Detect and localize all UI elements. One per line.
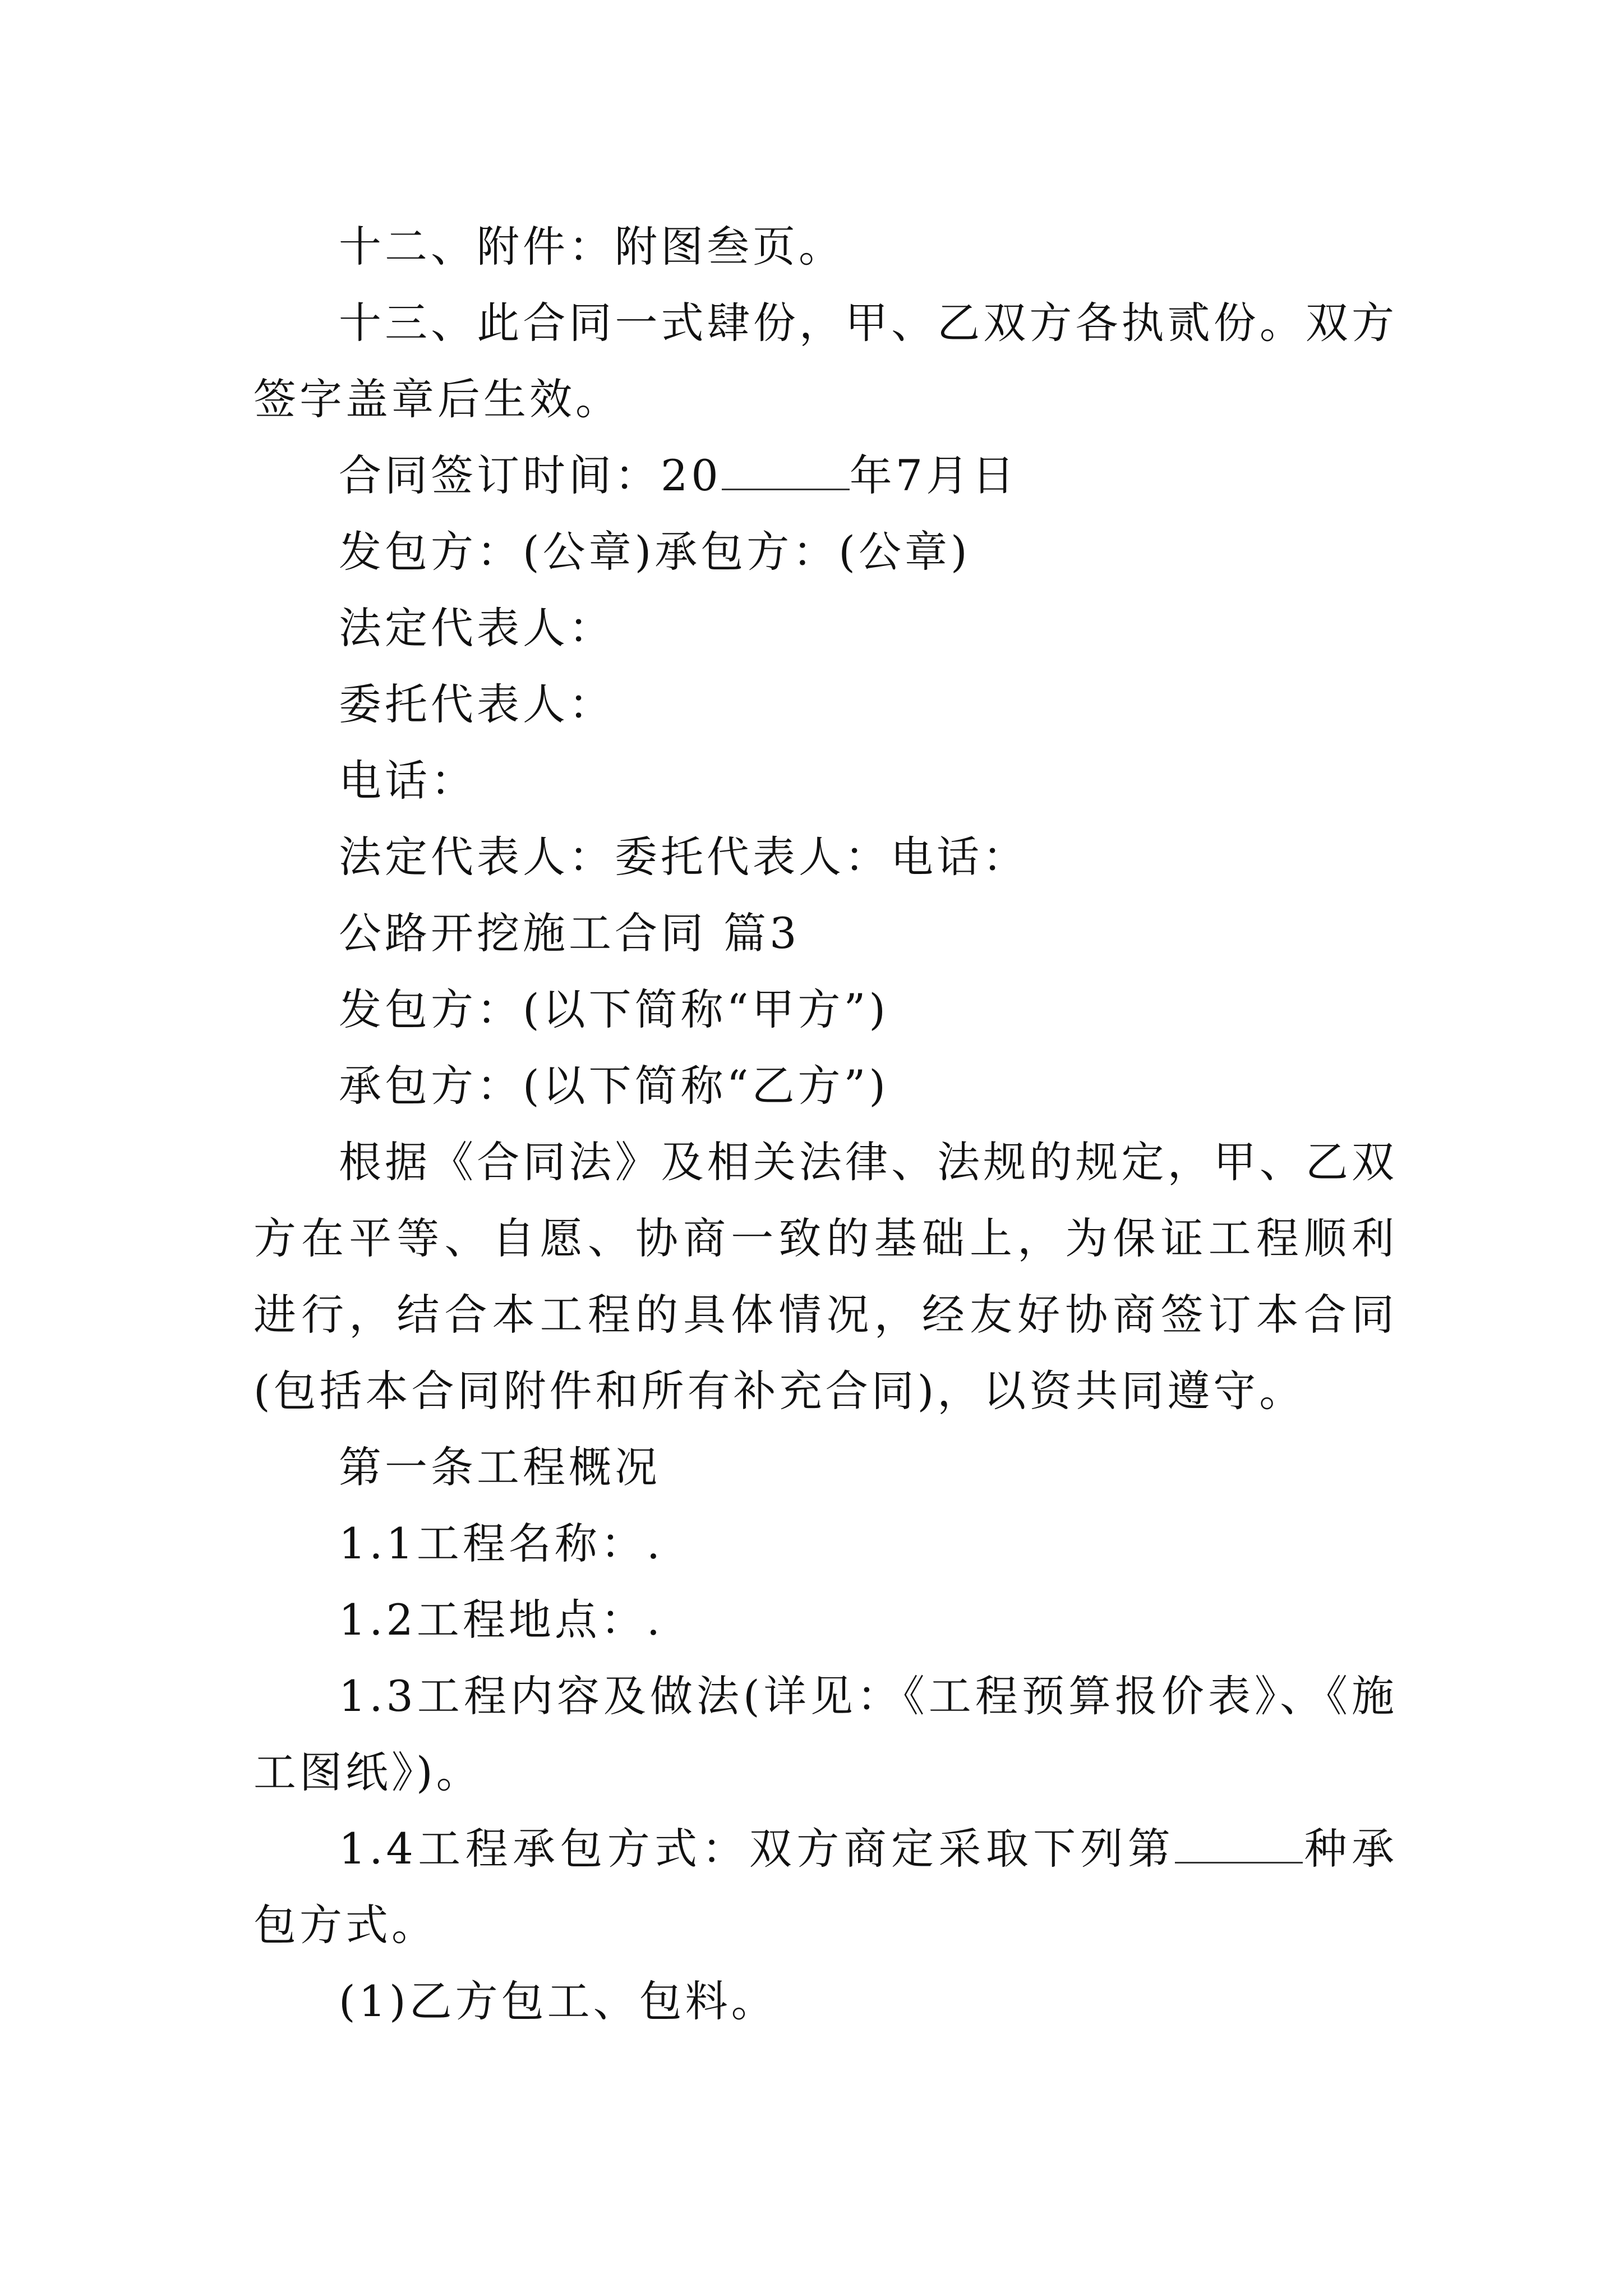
paragraph-entrusted-rep: 委托代表人： <box>339 679 615 729</box>
blank-line <box>1175 1817 1303 1864</box>
paragraph-project-location: 1.2工程地点：. <box>339 1595 664 1645</box>
paragraph-sign-date <box>253 438 1398 514</box>
article-heading: 第一条工程概况 <box>339 1442 661 1492</box>
contract-mode-suffix: 种承包方式。 <box>253 1824 1398 1950</box>
contract-mode-prefix: 1.4工程承包方式：双方商定采取下列第 <box>339 1824 1175 1874</box>
section-heading: 公路开挖施工合同 篇3 <box>339 908 800 958</box>
document-body <box>253 209 1398 2040</box>
sign-date-prefix: 合同签订时间：20 <box>339 450 722 500</box>
paragraph-contract-mode <box>253 1811 1398 1963</box>
paragraph-attachments: 十二、附件：附图叁页。 <box>339 222 845 272</box>
paragraph-employer: 发包方：(以下简称“甲方”) <box>339 984 889 1034</box>
paragraph-legal-rep: 法定代表人： <box>339 603 615 653</box>
sign-date-suffix: 年7月日 <box>849 450 1018 500</box>
paragraph-option-1: (1)乙方包工、包料。 <box>339 1976 777 2026</box>
paragraph-parties-seal: 发包方：(公章)承包方：(公章) <box>339 527 971 577</box>
paragraph-project-content: 1.3工程内容及做法(详见：《工程预算报价表》、《施工图纸》)。 <box>253 1671 1398 1797</box>
blank-line <box>722 444 850 490</box>
paragraph-copies: 十三、此合同一式肆份，甲、乙双方各执贰份。双方签字盖章后生效。 <box>253 298 1398 424</box>
paragraph-project-name: 1.1工程名称：. <box>339 1519 664 1568</box>
paragraph-rep-phone: 法定代表人：委托代表人：电话： <box>339 832 1029 882</box>
paragraph-preamble: 根据《合同法》及相关法律、法规的规定，甲、乙双方在平等、自愿、协商一致的基础上，为保证工程顺利进行，结合本工程的具体情况，经友好协商签订本合同(包括本合同附件和所有补充合同)，以资共同遵守。 <box>253 1137 1398 1416</box>
paragraph-contractor: 承包方：(以下简称“乙方”) <box>339 1061 889 1111</box>
paragraph-phone: 电话： <box>339 756 477 806</box>
